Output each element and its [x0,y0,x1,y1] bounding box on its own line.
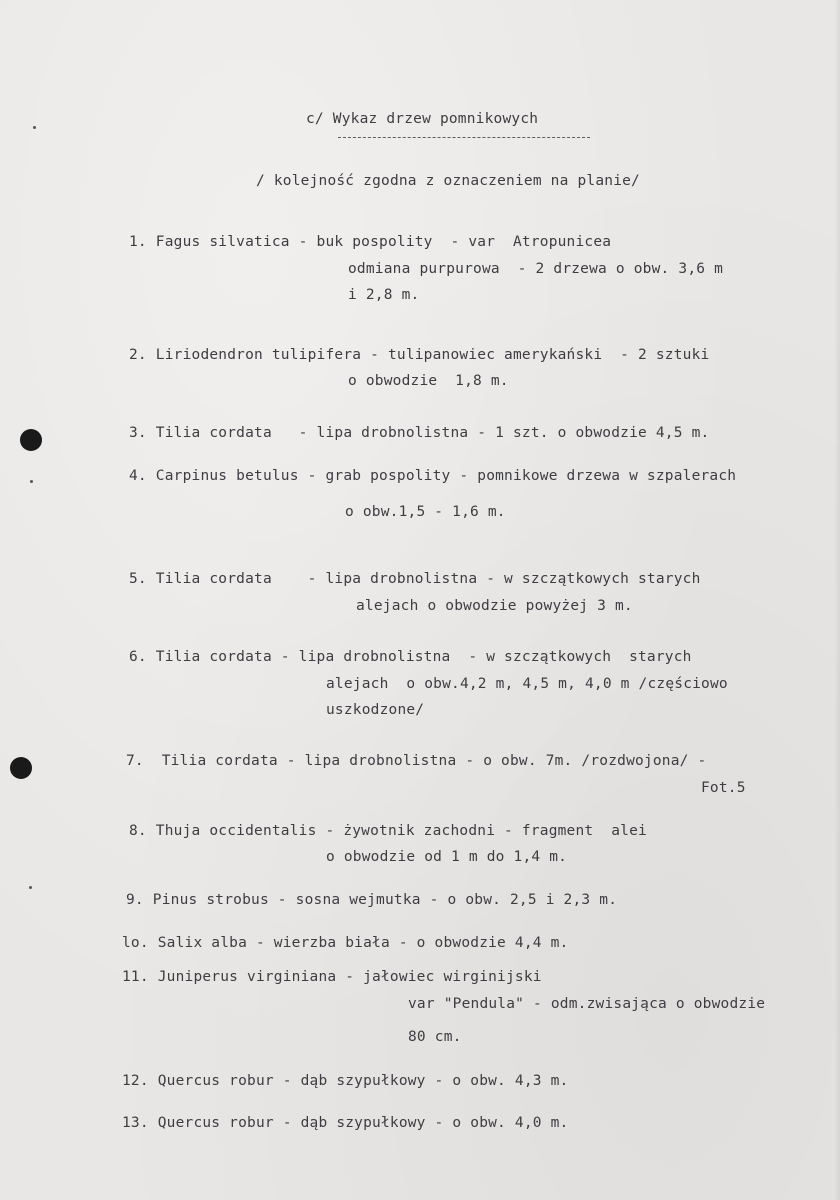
punch-hole-top [20,429,42,451]
entry-8-line-2: o obwodzie od 1 m do 1,4 m. [326,849,568,865]
entry-11-line-2: var "Pendula" - odm.zwisająca o obwodzie [408,996,766,1012]
entry-6-line-1: 6. Tilia cordata - lipa drobnolistna - w szczątkowych starych [129,649,692,665]
margin-speck [33,126,36,129]
document-title: c/ Wykaz drzew pomnikowych [306,111,539,127]
entry-8-line-1: 8. Thuja occidentalis - żywotnik zachodni - fragment alei [129,823,647,839]
entry-10-line-1: lo. Salix alba - wierzba biała - o obwodzie 4,4 m. [122,935,569,951]
entry-7-line-1: 7. Tilia cordata - lipa drobnolistna - o obw. 7m. /rozdwojona/ - [126,753,707,769]
entry-6-line-3: uszkodzone/ [326,702,425,718]
entry-11-line-3: 80 cm. [408,1029,462,1045]
entry-11-line-1: 11. Juniperus virginiana - jałowiec wirginijski [122,969,542,985]
entry-2-line-2: o obwodzie 1,8 m. [348,373,509,389]
entry-9-line-1: 9. Pinus strobus - sosna wejmutka - o obw. 2,5 i 2,3 m. [126,892,618,908]
punch-hole-bottom [10,757,32,779]
title-underline [338,137,590,138]
entry-1-line-2: odmiana purpurowa - 2 drzewa o obw. 3,6 m [348,261,724,277]
entry-5-line-1: 5. Tilia cordata - lipa drobnolistna - w szczątkowych starych [129,571,701,587]
entry-7-line-2: Fot.5 [701,780,746,796]
margin-speck [29,886,32,889]
margin-speck [30,480,33,483]
entry-1-line-1: 1. Fagus silvatica - buk pospolity - var Atropunicea [129,234,612,250]
entry-4-line-1: 4. Carpinus betulus - grab pospolity - pomnikowe drzewa w szpalerach [129,468,737,484]
page-edge-shadow [834,0,840,1200]
entry-4-line-2: o obw.1,5 - 1,6 m. [345,504,506,520]
entry-6-line-2: alejach o obw.4,2 m, 4,5 m, 4,0 m /częściowo [326,676,728,692]
entry-12-line-1: 12. Quercus robur - dąb szypułkowy - o obw. 4,3 m. [122,1073,569,1089]
entry-1-line-3: i 2,8 m. [348,287,420,303]
entry-2-line-1: 2. Liriodendron tulipifera - tulipanowiec amerykański - 2 sztuki [129,347,710,363]
entry-3-line-1: 3. Tilia cordata - lipa drobnolistna - 1 szt. o obwodzie 4,5 m. [129,425,710,441]
document-subtitle: / kolejność zgodna z oznaczeniem na planie/ [256,173,640,189]
entry-5-line-2: alejach o obwodzie powyżej 3 m. [356,598,633,614]
entry-13-line-1: 13. Quercus robur - dąb szypułkowy - o obw. 4,0 m. [122,1115,569,1131]
